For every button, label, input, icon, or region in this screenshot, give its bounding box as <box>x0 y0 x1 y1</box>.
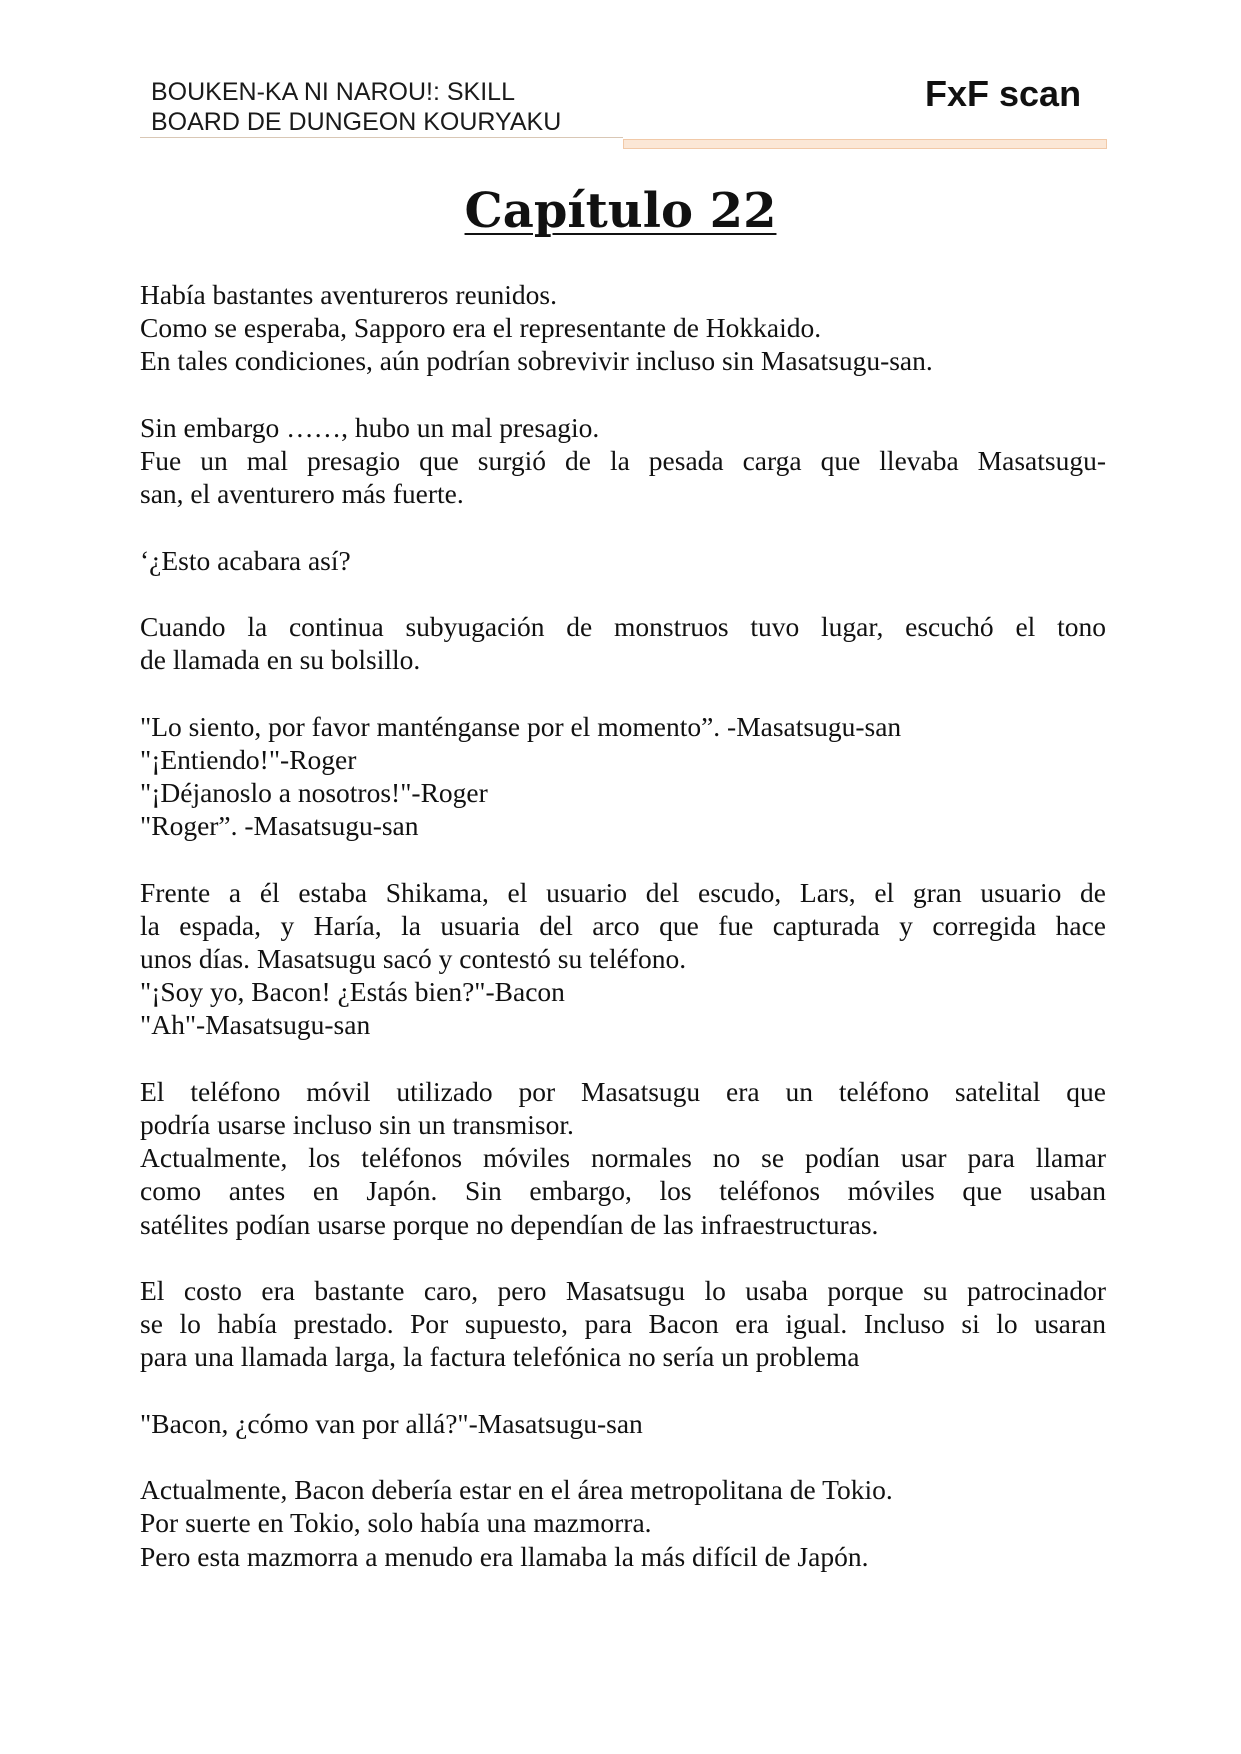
text-line: Pero esta mazmorra a menudo era llamaba la más difícil de Japón. <box>140 1540 869 1572</box>
text-line: "¡Soy yo, Bacon! ¿Estás bien?"-Bacon <box>140 976 565 1008</box>
text-line: "Roger”. -Masatsugu-san <box>140 810 419 842</box>
paragraph <box>140 1274 1106 1374</box>
text-line: Cuando la continua subyugación de monstruos tuvo lugar, escuchó el tono <box>140 610 1106 642</box>
text-line: unos días. Masatsugu sacó y contestó su teléfono. <box>140 942 687 974</box>
paragraph <box>140 710 1106 843</box>
text-line: de llamada en su bolsillo. <box>140 644 421 676</box>
chapter-body <box>140 278 1106 1606</box>
text-line: Actualmente, Bacon debería estar en el área metropolitana de Tokio. <box>140 1474 893 1506</box>
text-line: "Ah"-Masatsugu-san <box>140 1009 371 1041</box>
text-line: como antes en Japón. Sin embargo, los teléfonos móviles que usaban <box>140 1175 1106 1207</box>
text-line: ‘¿Esto acabara así? <box>140 544 351 576</box>
paragraph <box>140 876 1106 1042</box>
paragraph <box>140 544 1106 577</box>
series-title <box>151 77 561 137</box>
text-line: El teléfono móvil utilizado por Masatsugu era un teléfono satelital que <box>140 1075 1106 1107</box>
text-line: satélites podían usarse porque no dependían de las infraestructuras. <box>140 1208 879 1240</box>
text-line: Como se esperaba, Sapporo era el representante de Hokkaido. <box>140 312 822 344</box>
text-line: "¡Entiendo!"-Roger <box>140 743 357 775</box>
text-line: para una llamada larga, la factura telefónica no sería un problema <box>140 1341 860 1373</box>
chapter-title <box>0 181 1241 241</box>
text-line: podría usarse incluso sin un transmisor. <box>140 1108 574 1140</box>
header-divider <box>140 137 623 138</box>
paragraph <box>140 278 1106 378</box>
paragraph <box>140 1473 1106 1573</box>
text-line: Frente a él estaba Shikama, el usuario del escudo, Lars, el gran usuario de <box>140 876 1106 908</box>
text-line: "Bacon, ¿cómo van por allá?"-Masatsugu-san <box>140 1407 643 1439</box>
paragraph <box>140 1407 1106 1440</box>
series-title-line: BOARD DE DUNGEON KOURYAKU <box>151 108 562 136</box>
series-title-line: BOUKEN-KA NI NAROU!: SKILL <box>151 78 515 106</box>
text-line: Fue un mal presagio que surgió de la pesada carga que llevaba Masatsugu- <box>140 445 1106 476</box>
text-line: san, el aventurero más fuerte. <box>140 478 464 510</box>
header-accent-bar <box>623 139 1107 149</box>
paragraph <box>140 411 1106 511</box>
chapter-title-text: Capítulo 22 <box>464 183 777 239</box>
text-line: "Lo siento, por favor manténganse por el momento”. -Masatsugu-san <box>140 710 902 742</box>
text-line: Sin embargo ……, hubo un mal presagio. <box>140 411 600 443</box>
text-line: "¡Déjanoslo a nosotros!"-Roger <box>140 776 488 808</box>
scanlator-brand: FxF scan <box>925 73 1082 114</box>
paragraph <box>140 1075 1106 1241</box>
text-line: Había bastantes aventureros reunidos. <box>140 279 557 310</box>
text-line: El costo era bastante caro, pero Masatsugu lo usaba porque su patrocinador <box>140 1274 1106 1306</box>
text-line: Actualmente, los teléfonos móviles normales no se podían usar para llamar <box>140 1142 1106 1174</box>
text-line: se lo había prestado. Por supuesto, para Bacon era igual. Incluso si lo usaran <box>140 1308 1106 1340</box>
text-line: Por suerte en Tokio, solo había una mazmorra. <box>140 1507 652 1539</box>
paragraph <box>140 610 1106 676</box>
text-line: la espada, y Haría, la usuaria del arco que fue capturada y corregida hace <box>140 909 1106 941</box>
text-line: En tales condiciones, aún podrían sobrevivir incluso sin Masatsugu-san. <box>140 345 933 377</box>
